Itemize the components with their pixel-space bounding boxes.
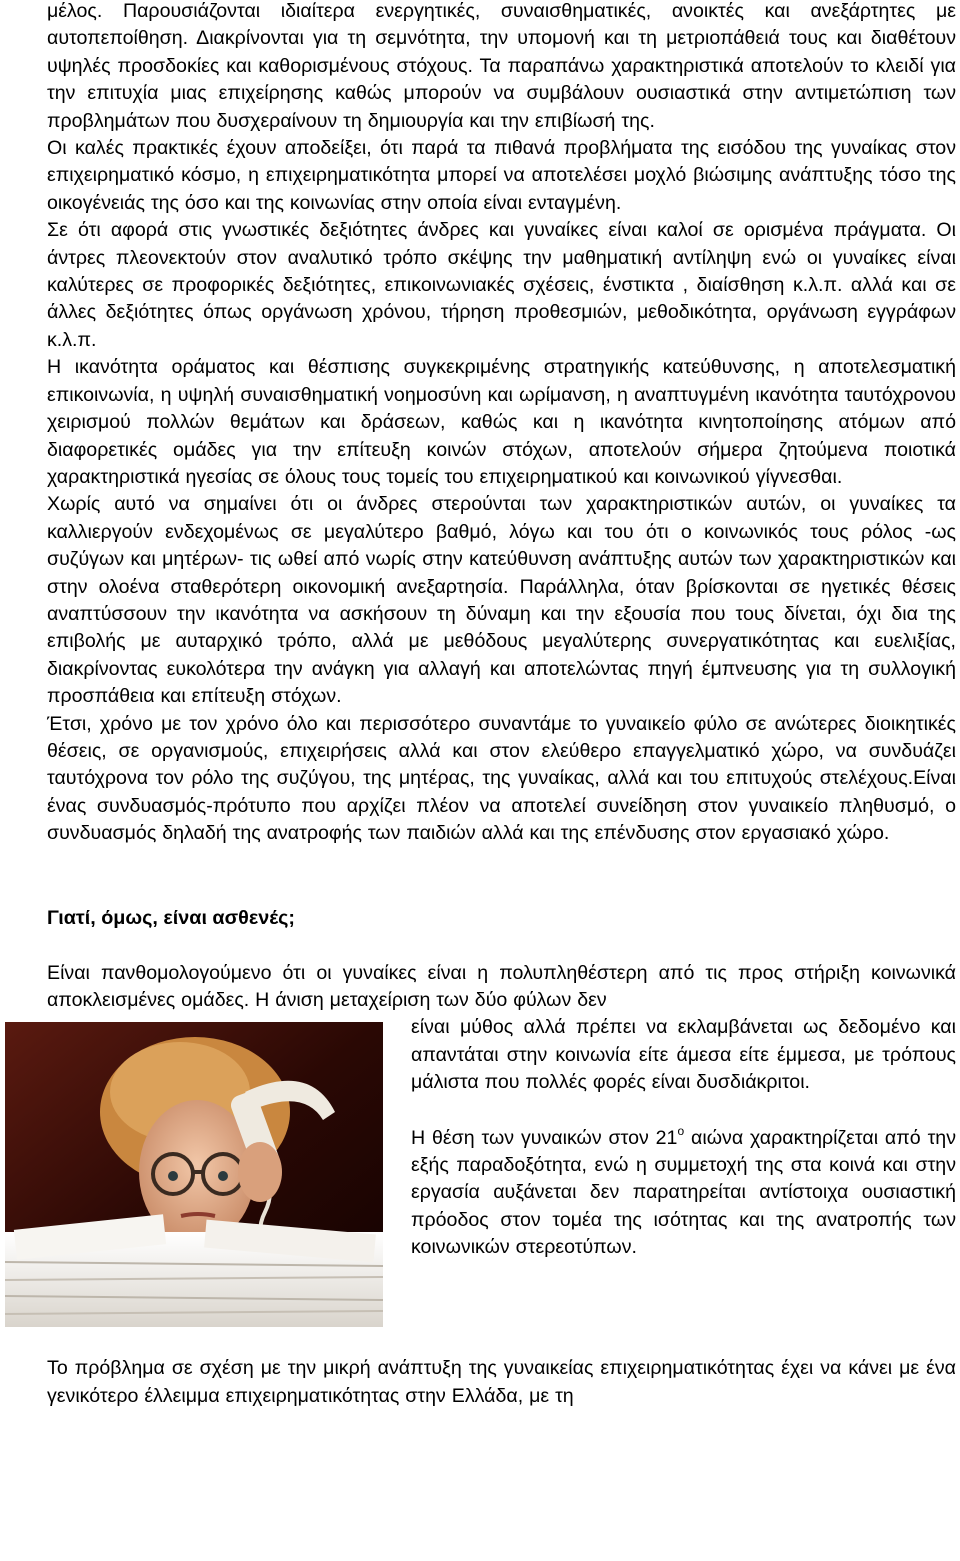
paragraph-entrepreneurship-deficit: Το πρόβλημα σε σχέση με την μικρή ανάπτυξη της γυναικείας επιχειρηματικότητας έχει να κάνει με ένα γενικότερο έλλειμμα επιχειρηματικότητας στην Ελλάδα, με τη bbox=[47, 1357, 956, 1407]
century-text-after: αιώνα χαρακτηρίζεται από την εξής παραδοξότητα, ενώ η συμμετοχή της στα κοινά και στην εργασία αυξάνεται δεν παρατηρείται αντίστοιχα ουσιαστική πρόοδος στον τομέα της ισότητας και της ανατροπής των κοινωνικών στερεοτύπων. bbox=[411, 1126, 956, 1259]
image-text-block bbox=[47, 1014, 956, 1327]
paragraph-cognitive-skills: Σε ότι αφορά στις γνωστικές δεξιότητες άνδρες και γυναίκες είναι καλοί σε ορισμένα πράγματα. Οι άντρες πλεονεκτούν στον αναλυτικό τρόπο σκέψης την μαθηματική αντίληψη ενώ οι γυναίκες είναι καλύτερες σε προφορικές δεξιότητες, επικοινωνιακές σχέσεις, ένστικτα , διαίσθηση κ.λ.π. αλλά και σε άλλες δεξιότητες όπως οργάνωση χρόνου, τήρηση προθεσμιών, μεθοδικότητα, οργάνωση εγγράφων κ.λ.π. bbox=[47, 219, 956, 351]
paragraph-senior-positions: Έτσι, χρόνο με τον χρόνο όλο και περισσότερο συναντάμε το γυναικείο φύλο σε ανώτερες διοικητικές θέσεις, σε οργανισμούς, επιχειρήσεις αλλά και στον ελεύθερο επαγγελματικό χώρο, να συνδυάζει ταυτόχρονα τον ρόλο της συζύγου, της μητέρας, της γυναίκας, αλλά και του επιτυχούς στελέχους.Είναι ένας συνδυασμός-πρότυπο που αρχίζει πλέον να αποτελεί συνείδηση στον γυναικείο πληθυσμό, ο συνδυασμός δηλαδή της ανατροφής των παιδιών αλλά και της επένδυσης στον εργασιακό χώρο. bbox=[47, 712, 956, 845]
century-text-before: Η θέση των γυναικών στον 21 bbox=[411, 1126, 678, 1149]
document-page bbox=[47, 0, 956, 1410]
paragraph-good-practices: Οι καλές πρακτικές έχουν αποδείξει, ότι παρά τα πιθανά προβλήματα της εισόδου της γυναίκας στον επιχειρηματικό κόσμο, η επιχειρηματικότητα μπορεί να αποτελέσει μοχλό βιώσιμης ανάπτυξης τόσο της οικογένειάς της όσο και της κοινωνίας στην οποία είναι ενταγμένη. bbox=[47, 137, 956, 214]
section-heading: Γιατί, όμως, είναι ασθενές; bbox=[47, 906, 296, 929]
side-text-column bbox=[411, 1014, 956, 1261]
paragraph-men-women-comparison: Χωρίς αυτό να σημαίνει ότι οι άνδρες στερούνται των χαρακτηριστικών αυτών, οι γυναίκες τα καλλιεργούν ενδεχομένως σε μεγαλύτερο βαθμό, λόγω και του ότι ο κοινωνικός τους ρόλος -ως συζύγων και μητέρων- τις ωθεί από νωρίς στην κατεύθυνση ανάπτυξης αυτών των χαρακτηριστικών και στην ολοένα σταθερότερη οικονομική ανεξαρτησία. Παράλληλα, όταν βρίσκονται σε ηγετικές θέσεις αναπτύσσουν την ικανότητα να ασκήσουν τη δύναμη και την εξουσία που τους δίνεται, όχι δια της επιβολής με αυταρχικό τρόπο, αλλά με μεθόδους μεγαλύτερης συνεργατικότητας και ευελιξίας, διακρίνοντας ευκολότερα την ανάγκη για αλλαγή και αποτελώντας πηγή έμπνευσης για τη συλλογική προσπάθεια και επίτευξη στόχων. bbox=[47, 493, 956, 708]
paragraph-intro: Είναι πανθομολογούμενο ότι οι γυναίκες είναι η πολυπληθέστερη από τις προς στήριξη κοινωνικά αποκλεισμένες ομάδες. Η άνιση μεταχείριση των δύο φύλων δεν bbox=[47, 961, 956, 1011]
paragraph-21st-century bbox=[411, 1125, 956, 1262]
paragraph-inequality: είναι μύθος αλλά πρέπει να εκλαμβάνεται ως δεδομένο και απαντάται στην κοινωνία είτε άμεσα είτε έμμεσα, με τρόπους μάλιστα που πολλές φορές είναι δυσδιάκριτοι. bbox=[411, 1016, 956, 1094]
woman-with-papers-photo bbox=[5, 1022, 383, 1327]
paragraph-women-traits: μέλος. Παρουσιάζονται ιδιαίτερα ενεργητικές, συναισθηματικές, ανοικτές και ανεξάρτητες με αυτοπεποίθηση. Διακρίνονται για τη σεμνότητα, την υπομονή και τη μετριοπάθειά τους και διαθέτουν υψηλές προσδοκίες και καθορισμένους στόχους. Τα παραπάνω χαρακτηριστικά αποτελούν το κλειδί για την επιτυχία μιας επιχείρησης καθώς μπορούν να συμβάλουν ουσιαστικά στην αντιμετώπιση των προβλημάτων που δυσχεραίνουν τη δημιουργία και την επιβίωσή της. bbox=[47, 0, 956, 132]
paragraph-leadership: Η ικανότητα οράματος και θέσπισης συγκεκριμένης στρατηγικής κατεύθυνσης, η αποτελεσματική επικοινωνία, η υψηλή συναισθηματική νοημοσύνη και ωρίμανση, η αναπτυγμένη ικανότητα ταυτόχρονου χειρισμού πολλών θεμάτων και δράσεων, καθώς και η ικανότητα κινητοποίησης ατόμων από διαφορετικές ομάδες για την επίτευξη κοινών στόχων, αποτελούν σήμερα ζητούμενα ποιοτικά χαρακτηριστικά ηγεσίας σε όλους τους τομείς του επιχειρηματικού και κοινωνικού γίγνεσθαι. bbox=[47, 356, 956, 488]
ordinal-superscript: ο bbox=[677, 1123, 685, 1138]
